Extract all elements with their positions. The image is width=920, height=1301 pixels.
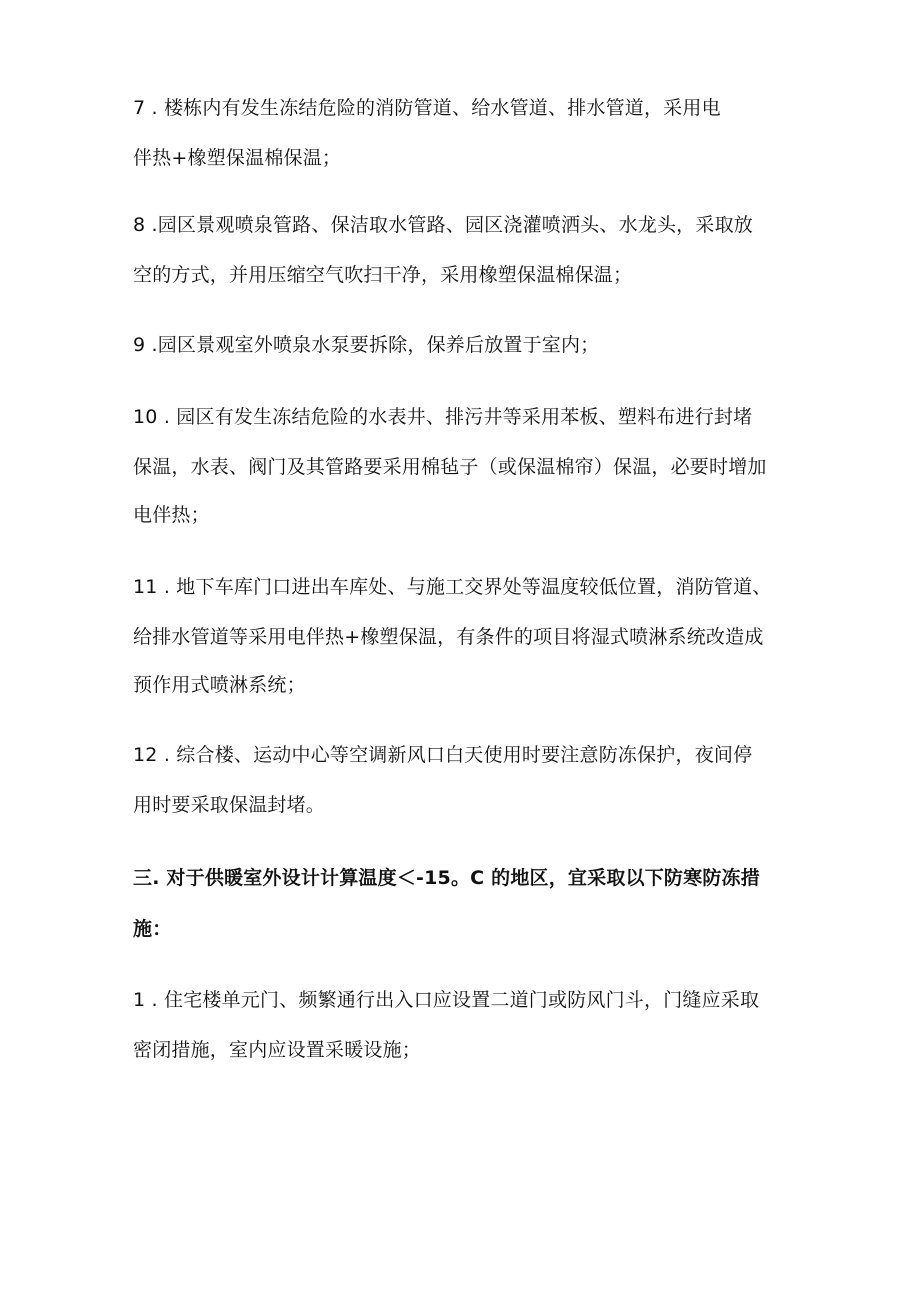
item-11-line-1: 11 . 地下车库门口进出车库处、与施工交界处等温度较低位置，消防管道、: [133, 576, 772, 598]
item-11-line-3: 预作用式喷淋系统；: [133, 674, 306, 696]
section-heading-line-2: 施：: [133, 918, 172, 940]
section-heading-line-1: 三. 对于供暖室外设计计算温度＜-15。C 的地区，宜采取以下防寒防冻措: [133, 867, 760, 889]
item-10-line-3: 电伴热；: [133, 504, 210, 526]
section-item-1-line-1: 1 . 住宅楼单元门、频繁通行出入口应设置二道门或防风门斗，门缝应采取: [133, 989, 760, 1011]
item-7-line-2: 伴热+橡塑保温棉保温；: [133, 147, 342, 169]
item-8-line-1: 8 .园区景观喷泉管路、保洁取水管路、园区浇灌喷洒头、水龙头，采取放: [133, 214, 753, 236]
item-9-line-1: 9 .园区景观室外喷泉水泵要拆除，保养后放置于室内；: [133, 334, 600, 356]
item-12-line-1: 12 . 综合楼、运动中心等空调新风口白天使用时要注意防冻保护，夜间停: [133, 744, 753, 766]
item-11-line-2: 给排水管道等采用电伴热+橡塑保温，有条件的项目将湿式喷淋系统改造成: [133, 626, 764, 648]
section-item-1-line-2: 密闭措施，室内应设置采暖设施；: [133, 1039, 422, 1061]
item-8-line-2: 空的方式，并用压缩空气吹扫干净，采用橡塑保温棉保温；: [133, 264, 633, 286]
item-10-line-2: 保温，水表、阀门及其管路要采用棉毡子（或保温棉帘）保温，必要时增加: [133, 456, 767, 478]
item-7-line-1: 7 . 楼栋内有发生冻结危险的消防管道、给水管道、排水管道，采用电: [133, 97, 721, 119]
item-10-line-1: 10 . 园区有发生冻结危险的水表井、排污井等采用苯板、塑料布进行封堵: [133, 406, 753, 428]
item-12-line-2: 用时要采取保温封堵。: [133, 794, 326, 816]
